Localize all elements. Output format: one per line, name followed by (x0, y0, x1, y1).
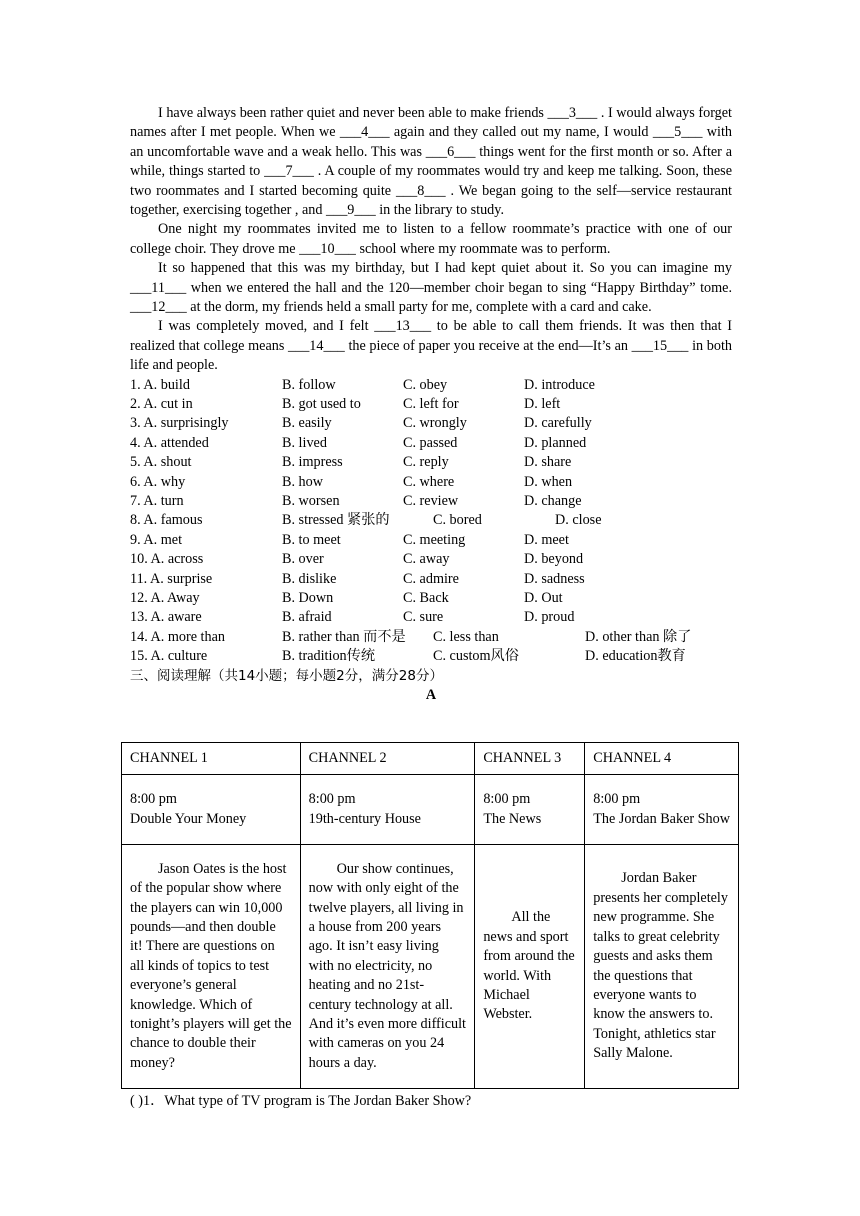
option-d: D. share (524, 454, 572, 471)
show-time: 8:00 pm (483, 791, 531, 808)
option-c: C. reply (403, 454, 449, 471)
channel-4-description (585, 845, 739, 1089)
option-d: D. education教育 (585, 648, 686, 665)
option-c: C. sure (403, 609, 444, 626)
option-c: C. bored (433, 512, 482, 529)
passage-paragraph-1: I have always been rather quiet and never been able to make friends ___3___ . I would always forget names after I met people. When we ___4___ again and they called out my name, I would ___5___ with an uncomfortable wave and a weak hello. This was ___6___ things went for the first month or so. After a while, things started to ___7___ . A couple of my roommates would try and keep me talking. Soon, these two roommates and I started becoming quite ___8___ . We began going to the self—service restaurant together, exercising together , and ___9___ in the library to study. (130, 105, 732, 219)
option-b: B. dislike (282, 570, 337, 587)
option-d: D. meet (524, 531, 569, 548)
option-b: B. impress (282, 454, 343, 471)
option-a: 15. A. culture (130, 648, 208, 665)
option-a: 12. A. Away (130, 589, 200, 606)
option-d: D. change (524, 493, 582, 510)
option-row (130, 550, 732, 569)
option-c: C. custom风俗 (433, 648, 519, 665)
option-a: 4. A. attended (130, 434, 209, 451)
show-title: 19th-century House (308, 810, 421, 827)
option-d: D. sadness (524, 570, 585, 587)
show-title: Double Your Money (130, 810, 247, 827)
option-a: 8. A. famous (130, 512, 203, 529)
option-row (130, 434, 732, 453)
option-row (130, 570, 732, 589)
option-d: D. carefully (524, 415, 592, 432)
channel-2-description (300, 845, 475, 1089)
option-a: 1. A. build (130, 376, 190, 393)
option-c: C. admire (403, 570, 459, 587)
passage-paragraph-3: It so happened that this was my birthday, but I had kept quiet about it. So you can imagine my ___11___ when we entered the hall and the 120—member choir began to sing “Happy Birthday” tome. ___12___ at the dorm, my friends held a small party for me, complete with a card and cake. (130, 260, 732, 316)
option-a: 5. A. shout (130, 454, 192, 471)
show-title: The News (483, 810, 542, 827)
option-c: C. wrongly (403, 415, 467, 432)
option-c: C. less than (433, 628, 499, 645)
channel-4-show (585, 775, 739, 845)
option-row (130, 414, 732, 433)
option-c: C. away (403, 551, 450, 568)
option-b: B. afraid (282, 609, 332, 626)
option-c: C. obey (403, 376, 448, 393)
option-row (130, 492, 732, 511)
option-a: 10. A. across (130, 551, 204, 568)
passage-paragraph-4: I was completely moved, and I felt ___13___ to be able to call them friends. It was then that I realized that college means ___14___ the piece of paper you receive at the end—It’s an ___15___ in both life and people. (130, 318, 732, 374)
option-row (130, 511, 732, 530)
option-row (130, 647, 732, 666)
option-c: C. where (403, 473, 455, 490)
option-b: B. follow (282, 376, 336, 393)
option-d: D. left (524, 396, 561, 413)
option-c: C. left for (403, 396, 459, 413)
option-a: 6. A. why (130, 473, 186, 490)
option-d: D. introduce (524, 376, 595, 393)
question-1: ( )1．What type of TV program is The Jordan Baker Show? (130, 1093, 472, 1109)
show-time: 8:00 pm (593, 791, 641, 808)
cloze-section (130, 104, 732, 705)
option-a: 3. A. surprisingly (130, 415, 229, 432)
option-row (130, 395, 732, 414)
option-b: B. to meet (282, 531, 341, 548)
channel-2-header: CHANNEL 2 (300, 743, 475, 775)
option-row (130, 608, 732, 627)
option-a: 7. A. turn (130, 493, 184, 510)
option-b: B. worsen (282, 493, 340, 510)
channel-4-header: CHANNEL 4 (585, 743, 739, 775)
option-a: 11. A. surprise (130, 570, 213, 587)
channel-1-show (122, 775, 301, 845)
option-d: D. when (524, 473, 573, 490)
option-b: B. Down (282, 589, 334, 606)
option-c: C. meeting (403, 531, 466, 548)
option-c: C. Back (403, 589, 449, 606)
option-a: 2. A. cut in (130, 396, 193, 413)
description-text: Jordan Baker presents her completely new programme. She talks to great celebrity guests and asks them the questions that everyone wants to know the answers to. Tonight, athletics star Sally Malone. (593, 870, 728, 1062)
channel-1-description (122, 845, 301, 1089)
channel-3-header: CHANNEL 3 (475, 743, 585, 775)
passage-paragraph-2: One night my roommates invited me to listen to a fellow roommate’s practice with one of our college choir. They drove me ___10___ school where my roommate was to perform. (130, 221, 732, 257)
option-a: 9. A. met (130, 531, 183, 548)
option-b: B. easily (282, 415, 332, 432)
table-header-row (122, 743, 739, 775)
option-d: D. beyond (524, 551, 584, 568)
table-row (122, 845, 739, 1089)
option-b: B. tradition传统 (282, 648, 376, 665)
answer-options (130, 376, 732, 667)
channel-3-show (475, 775, 585, 845)
option-a: 14. A. more than (130, 628, 225, 645)
channel-1-header: CHANNEL 1 (122, 743, 301, 775)
channel-3-description (475, 845, 585, 1089)
option-d: D. Out (524, 589, 563, 606)
option-b: B. got used to (282, 396, 361, 413)
option-d: D. close (555, 512, 602, 529)
section-title: 三、阅读理解（共14小题；每小题2分，满分28分） (130, 667, 443, 684)
option-d: D. other than 除了 (585, 628, 692, 645)
option-b: B. rather than 而不是 (282, 628, 406, 645)
description-text: All the news and sport from around the world. With Michael Webster. (483, 909, 575, 1023)
option-b: B. lived (282, 434, 327, 451)
option-row (130, 589, 732, 608)
option-a: 13. A. aware (130, 609, 202, 626)
option-c: C. review (403, 493, 459, 510)
option-row (130, 453, 732, 472)
part-label: A (425, 686, 437, 703)
show-title: The Jordan Baker Show (593, 810, 730, 827)
tv-schedule-table (121, 742, 739, 1089)
description-text: Our show continues, now with only eight of the twelve players, all living in a house from 200 years ago. It isn’t easy living with no electricity, no heating and no 21st-century technology at all. And it’s even more difficult with cameras on you 24 hours a day. (308, 860, 466, 1071)
option-row (130, 376, 732, 395)
description-text: Jason Oates is the host of the popular show where the players can win 10,000 pounds—and then double it! There are questions on all kinds of topics to test everyone’s general knowledge. Which of tonight’s players will get the chance to double their money? (130, 860, 292, 1071)
option-d: D. planned (524, 434, 587, 451)
channel-2-show (300, 775, 475, 845)
option-d: D. proud (524, 609, 575, 626)
option-c: C. passed (403, 434, 458, 451)
option-b: B. how (282, 473, 323, 490)
option-b: B. over (282, 551, 324, 568)
show-time: 8:00 pm (130, 791, 177, 808)
option-b: B. stressed 紧张的 (282, 512, 390, 529)
option-row (130, 628, 732, 647)
show-time: 8:00 pm (308, 791, 356, 808)
option-row (130, 531, 732, 550)
option-row (130, 473, 732, 492)
table-row (122, 775, 739, 845)
